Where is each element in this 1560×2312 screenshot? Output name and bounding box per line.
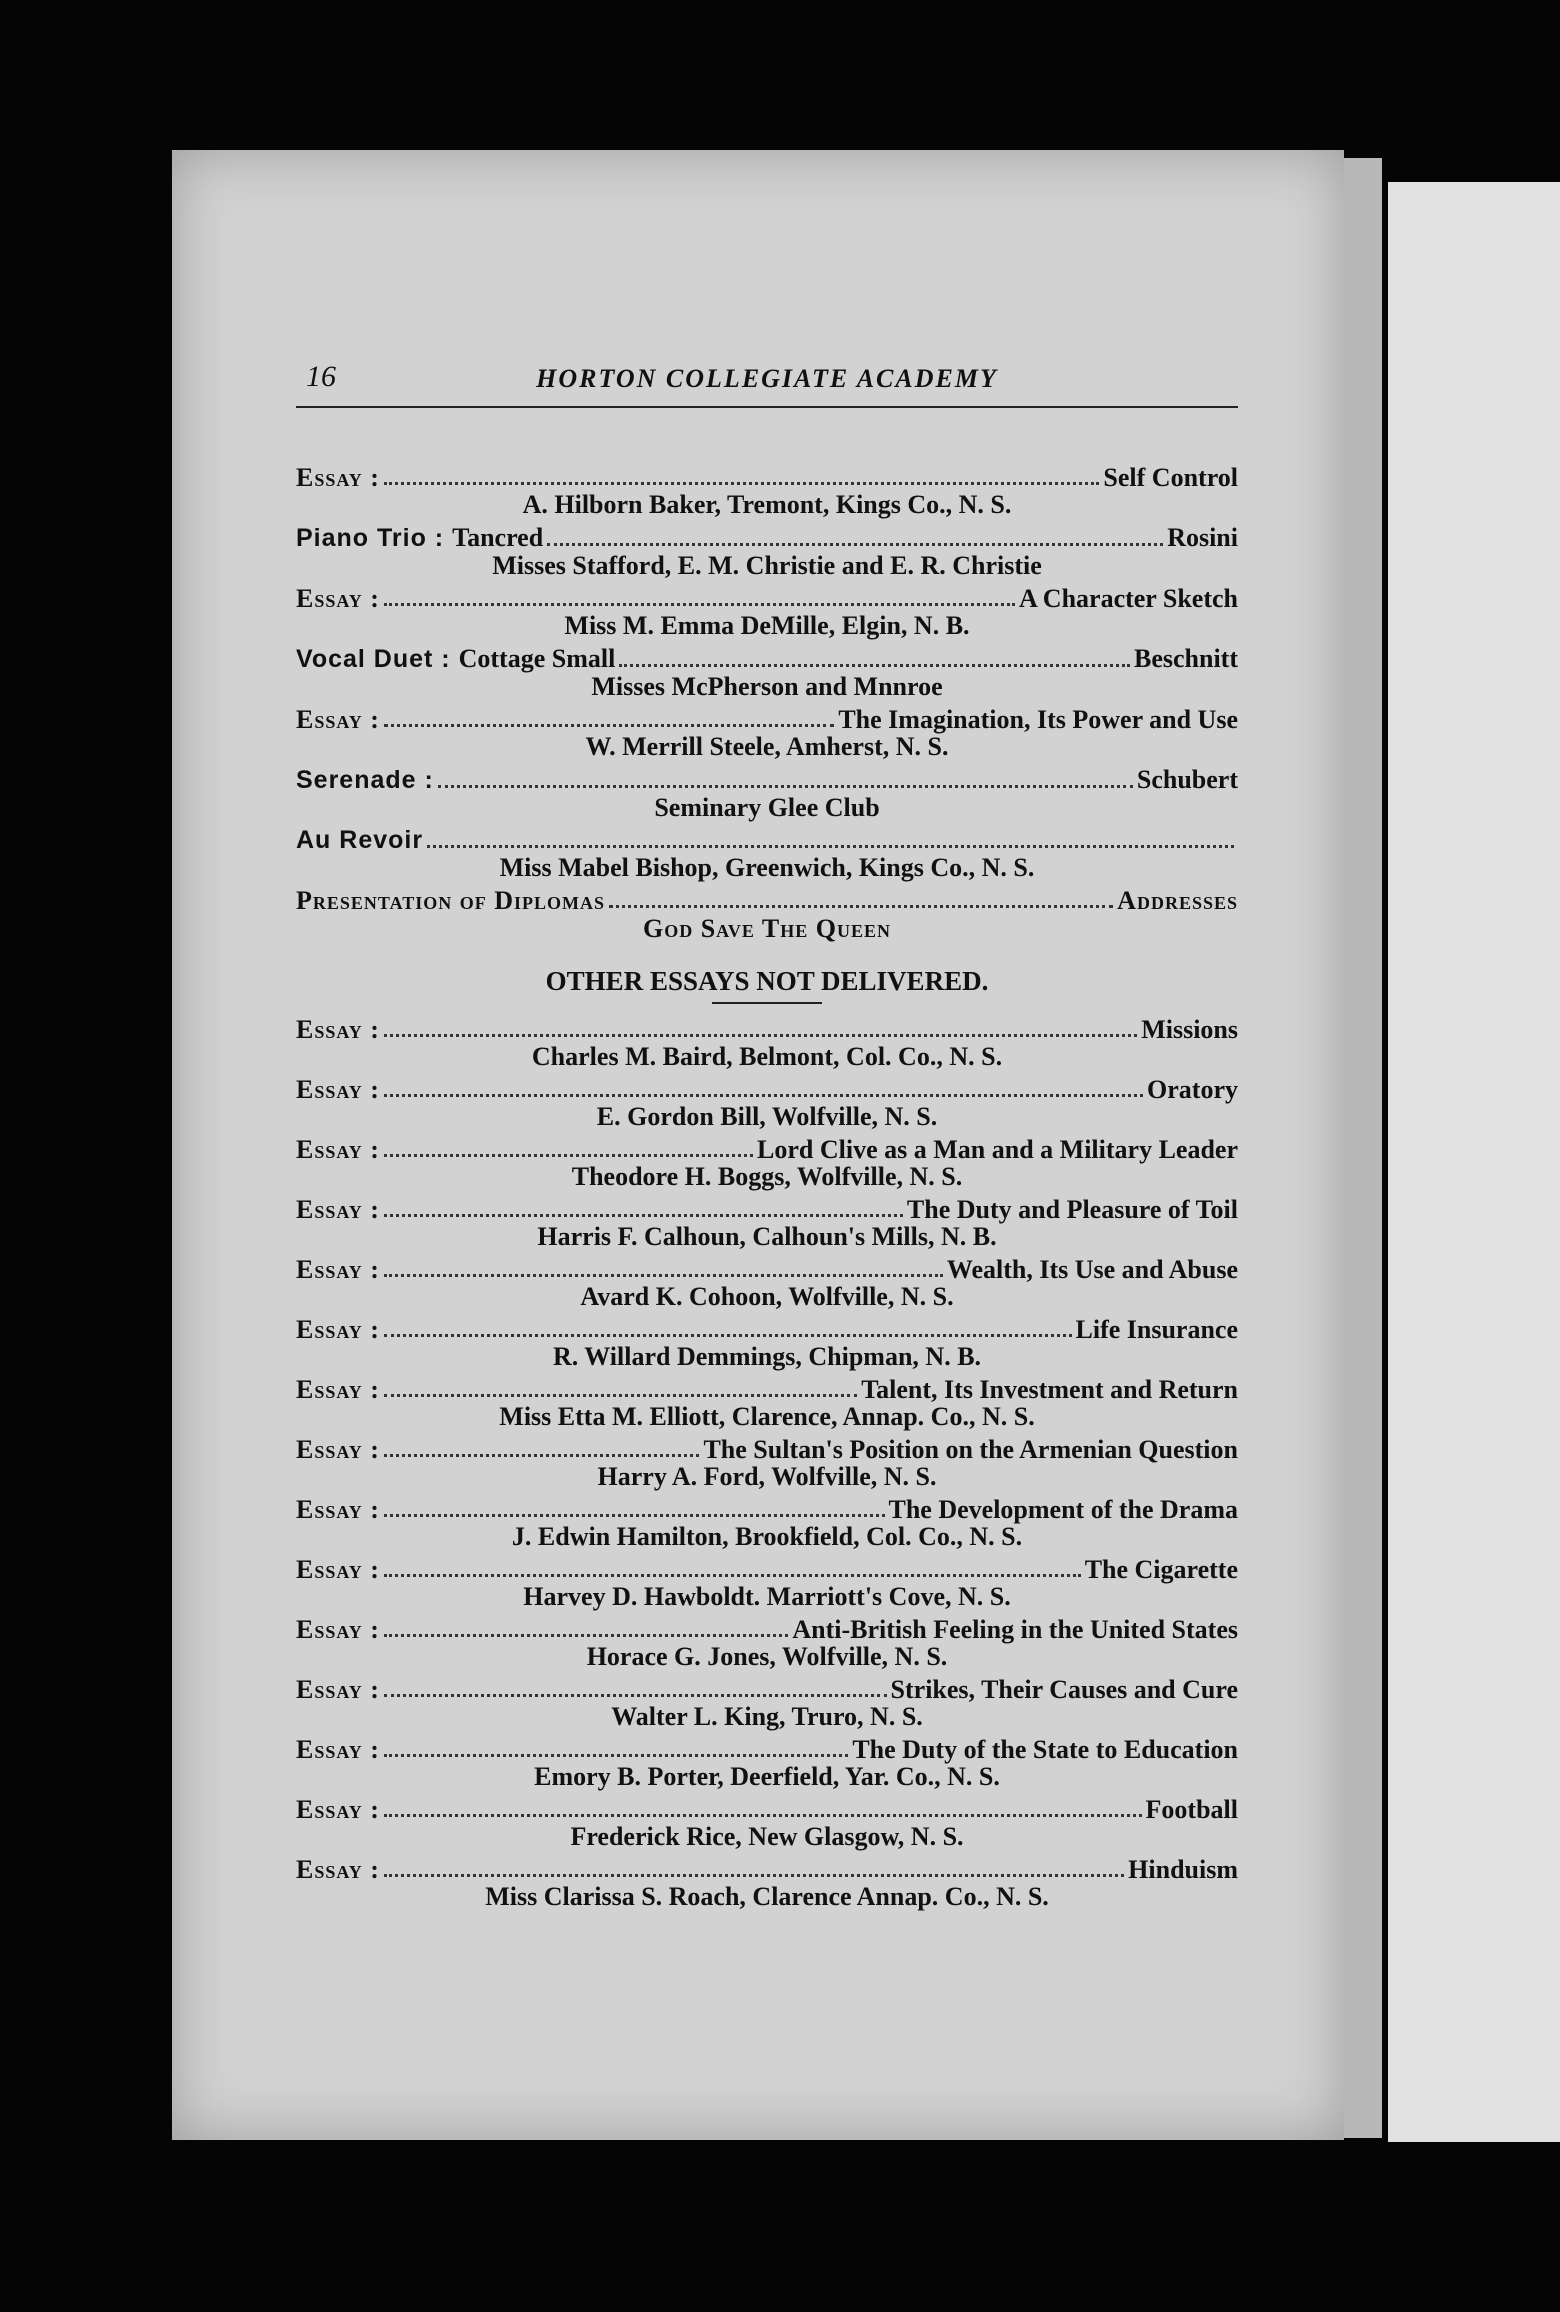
entry-author: Miss M. Emma DeMille, Elgin, N. B. bbox=[564, 611, 970, 640]
entry-row bbox=[296, 1256, 1238, 1283]
essays-list bbox=[296, 1016, 1238, 1916]
leader-dots bbox=[384, 1634, 789, 1637]
entry-author: Seminary Glee Club bbox=[654, 793, 880, 822]
entry-label: Essay : bbox=[296, 1195, 380, 1224]
leader-dots bbox=[384, 724, 834, 727]
entry-label: Essay : bbox=[296, 1735, 380, 1764]
leader-dots bbox=[384, 1274, 943, 1277]
entry-label: Essay : bbox=[296, 1075, 380, 1104]
entry-row bbox=[296, 464, 1238, 491]
entry-author: Harvey D. Hawboldt. Marriott's Cove, N. S. bbox=[523, 1582, 1011, 1611]
entry-row bbox=[296, 766, 1238, 794]
entry-row bbox=[296, 1376, 1238, 1403]
entry-title: The Imagination, Its Power and Use bbox=[838, 705, 1238, 734]
entry-row bbox=[296, 645, 1238, 673]
entry-author: Charles M. Baird, Belmont, Col. Co., N. S. bbox=[531, 1042, 1003, 1071]
entry-row bbox=[296, 1736, 1238, 1763]
entry-row bbox=[296, 1136, 1238, 1163]
leader-dots bbox=[384, 1034, 1137, 1037]
entry-label: Piano Trio : bbox=[296, 524, 445, 552]
leader-dots bbox=[384, 1814, 1142, 1817]
entry-title: Self Control bbox=[1103, 463, 1238, 492]
entry-author: Harry A. Ford, Wolfville, N. S. bbox=[597, 1462, 937, 1491]
entry-label: Essay : bbox=[296, 1135, 380, 1164]
leader-dots bbox=[619, 664, 1130, 667]
entry-row bbox=[296, 706, 1238, 733]
page-number: 16 bbox=[306, 360, 336, 393]
entry-title: Football bbox=[1145, 1795, 1238, 1824]
entry-author: R. Willard Demmings, Chipman, N. B. bbox=[552, 1342, 982, 1371]
entry-row bbox=[296, 1316, 1238, 1343]
entry-label: Essay : bbox=[296, 705, 380, 734]
entry-label: Vocal Duet : bbox=[296, 645, 451, 673]
entry-author: Harris F. Calhoun, Calhoun's Mills, N. B. bbox=[537, 1222, 997, 1251]
entry-row bbox=[296, 524, 1238, 552]
entry-label: Essay : bbox=[296, 1435, 380, 1464]
leader-dots bbox=[384, 1514, 885, 1517]
entry-label: Essay : bbox=[296, 463, 380, 492]
book-spine bbox=[1344, 158, 1382, 2138]
entry-row bbox=[296, 1436, 1238, 1463]
entry-row bbox=[296, 1856, 1238, 1883]
entry-row bbox=[296, 1016, 1238, 1043]
leader-dots bbox=[384, 1214, 903, 1217]
entry-title: The Duty of the State to Education bbox=[852, 1735, 1238, 1764]
entry-author: Emory B. Porter, Deerfield, Yar. Co., N. S. bbox=[534, 1762, 1000, 1791]
entry-row bbox=[296, 1796, 1238, 1823]
running-head: HORTON COLLEGIATE ACADEMY bbox=[536, 364, 998, 393]
entry-title: Missions bbox=[1141, 1015, 1238, 1044]
leader-dots bbox=[384, 1154, 753, 1157]
entry-title: Anti-British Feeling in the United States bbox=[792, 1615, 1238, 1644]
entry-piece: Tancred bbox=[452, 523, 544, 552]
entry-author: Theodore H. Boggs, Wolfville, N. S. bbox=[571, 1162, 963, 1191]
leader-dots bbox=[384, 603, 1015, 606]
entry-author: Avard K. Cohoon, Wolfville, N. S. bbox=[580, 1282, 954, 1311]
entry-title: Rosini bbox=[1167, 523, 1238, 552]
entry-title: Lord Clive as a Man and a Military Leader bbox=[757, 1135, 1238, 1164]
leader-dots bbox=[384, 1874, 1124, 1877]
leader-dots bbox=[384, 1094, 1143, 1097]
entry-row bbox=[296, 1196, 1238, 1223]
entry-label: Au Revoir bbox=[296, 826, 424, 854]
leader-dots bbox=[384, 1754, 848, 1757]
leader-dots bbox=[384, 1394, 857, 1397]
header-rule bbox=[296, 406, 1238, 408]
leader-dots bbox=[609, 905, 1113, 908]
entry-row bbox=[296, 827, 1238, 854]
entry-author: Misses Stafford, E. M. Christie and E. R. Christie bbox=[492, 551, 1042, 580]
entry-label: Essay : bbox=[296, 1675, 380, 1704]
leader-dots bbox=[384, 482, 1100, 485]
section-title: OTHER ESSAYS NOT DELIVERED. bbox=[545, 966, 989, 996]
entry-row bbox=[296, 1076, 1238, 1103]
leader-dots bbox=[438, 785, 1133, 788]
leader-dots bbox=[384, 1694, 887, 1697]
page-content bbox=[296, 360, 1238, 1916]
entry-label: Essay : bbox=[296, 1375, 380, 1404]
entry-title: The Development of the Drama bbox=[888, 1495, 1238, 1524]
section-rule bbox=[712, 1002, 822, 1004]
entry-label: Essay : bbox=[296, 1015, 380, 1044]
entry-author: Misses McPherson and Mnnroe bbox=[591, 672, 943, 701]
entry-title: The Sultan's Position on the Armenian Question bbox=[703, 1435, 1238, 1464]
entry-title: Wealth, Its Use and Abuse bbox=[946, 1255, 1238, 1284]
entry-title: A Character Sketch bbox=[1018, 584, 1238, 613]
entry-title: Schubert bbox=[1136, 765, 1238, 794]
entry-label: Essay : bbox=[296, 1795, 380, 1824]
entry-row bbox=[296, 585, 1238, 612]
entry-row bbox=[296, 1496, 1238, 1523]
entry-title: Beschnitt bbox=[1134, 644, 1238, 673]
presentation-row bbox=[296, 887, 1238, 914]
entry-author: Miss Mabel Bishop, Greenwich, Kings Co., N. S. bbox=[499, 853, 1035, 882]
entry-author: Miss Etta M. Elliott, Clarence, Annap. Co., N. S. bbox=[499, 1402, 1035, 1431]
facing-page bbox=[1388, 182, 1560, 2142]
presentation-title: Addresses bbox=[1117, 886, 1238, 915]
leader-dots bbox=[427, 845, 1234, 848]
leader-dots bbox=[384, 1454, 700, 1457]
entry-label: Essay : bbox=[296, 1315, 380, 1344]
entry-author: Horace G. Jones, Wolfville, N. S. bbox=[586, 1642, 948, 1671]
entry-title: The Duty and Pleasure of Toil bbox=[906, 1195, 1238, 1224]
entry-author: Miss Clarissa S. Roach, Clarence Annap. Co., N. S. bbox=[485, 1882, 1049, 1911]
entry-label: Essay : bbox=[296, 1615, 380, 1644]
page-header bbox=[296, 360, 1238, 406]
entry-label: Essay : bbox=[296, 584, 380, 613]
entry-title: Life Insurance bbox=[1075, 1315, 1238, 1344]
entry-label: Serenade : bbox=[296, 766, 434, 794]
entry-label: Essay : bbox=[296, 1855, 380, 1884]
leader-dots bbox=[547, 543, 1163, 546]
entry-title: Hinduism bbox=[1128, 1855, 1238, 1884]
entry-title: Talent, Its Investment and Return bbox=[861, 1375, 1238, 1404]
entry-label: Essay : bbox=[296, 1555, 380, 1584]
entry-piece: Cottage Small bbox=[458, 644, 616, 673]
entry-label: Essay : bbox=[296, 1255, 380, 1284]
entry-title: The Cigarette bbox=[1084, 1555, 1238, 1584]
entry-title: Strikes, Their Causes and Cure bbox=[890, 1675, 1238, 1704]
program-list bbox=[296, 464, 1238, 887]
entry-author: A. Hilborn Baker, Tremont, Kings Co., N. S. bbox=[522, 490, 1012, 519]
closing-line: God Save The Queen bbox=[643, 914, 891, 943]
entry-author: W. Merrill Steele, Amherst, N. S. bbox=[585, 732, 949, 761]
entry-author: E. Gordon Bill, Wolfville, N. S. bbox=[596, 1102, 938, 1131]
leader-dots bbox=[384, 1334, 1072, 1337]
entry-author: Walter L. King, Truro, N. S. bbox=[611, 1702, 923, 1731]
entry-author: J. Edwin Hamilton, Brookfield, Col. Co., N. S. bbox=[511, 1522, 1023, 1551]
entry-row bbox=[296, 1556, 1238, 1583]
entry-row bbox=[296, 1616, 1238, 1643]
entry-author: Frederick Rice, New Glasgow, N. S. bbox=[570, 1822, 964, 1851]
entry-row bbox=[296, 1676, 1238, 1703]
entry-title: Oratory bbox=[1147, 1075, 1238, 1104]
entry-label: Essay : bbox=[296, 1495, 380, 1524]
presentation-label: Presentation of Diplomas bbox=[296, 886, 606, 915]
leader-dots bbox=[384, 1574, 1081, 1577]
